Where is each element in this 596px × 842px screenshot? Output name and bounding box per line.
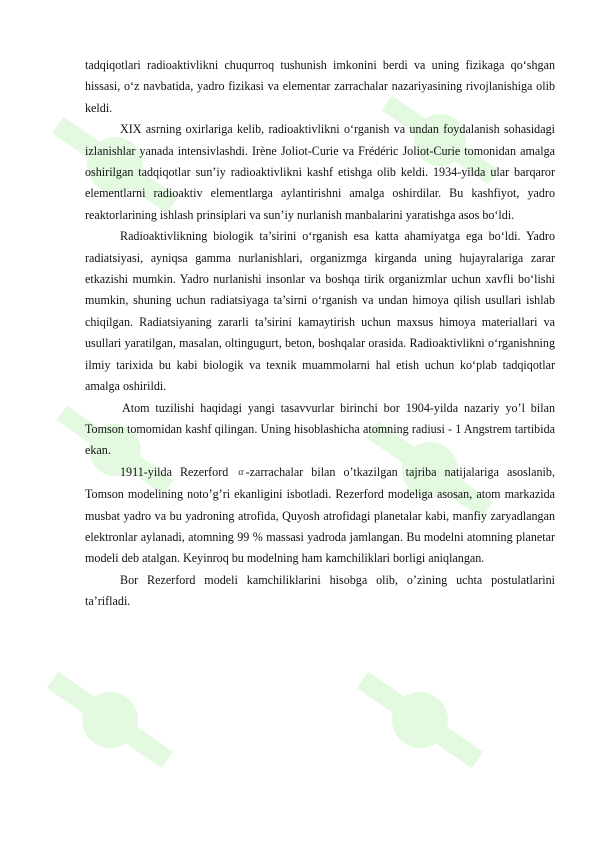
paragraph-rutherford-model bbox=[85, 462, 555, 570]
rutherford-text-rest: -zarrachalar bilan o’tkazilgan tajriba natijalariga asoslanib, Tomson modelining noto’g’ri ekanligini isbotladi. Rezerford modeliga asosan, atom markazida musbat yadro va bu yadroning atrofida, Quyosh atrofidagi planetalar kabi, manfiy zaryadlangan elektronlar aylanadi, atomning 99 % massasi yadroda jamlangan. Bu modelni atomning planetar modeli deb atalgan. Keyinroq bu modelning ham kamchiliklari borligi aniqlangan. bbox=[85, 464, 555, 566]
paragraph-artificial-radioactivity: XIX asrning oxirlariga kelib, radioaktivlikni o‘rganish va undan foydalanish sohasidagi izlanishlar yanada intensivlashdi. Irène Joliot-Curie va Frédéric Joliot-Curie tomonidan amalga oshirilgan tadqiqotlar sun’iy radioaktivlikni kashf etishga olib keldi. 1934-yilda ular barqaror elementlarni radioaktiv elementlarga aylantirishni amalga oshirdilar. Bu kashfiyot, yadro reaktorlarining ishlash prinsiplari va sun’iy nurlanish manbalarini yaratishga asos bo‘ldi. bbox=[85, 122, 555, 222]
paragraph-bohr-postulates: Bor Rezerford modeli kamchiliklarini hisobga olib, o’zining uchta postulatlarini ta’rifladi. bbox=[85, 572, 555, 609]
watermark-mark-5 bbox=[37, 657, 184, 783]
paragraph-thomson-model: Atom tuzilishi haqidagi yangi tasavvurlar birinchi bor 1904-yilda nazariy yo’l bilan Tomson tomomidan kashf qilingan. Uning hisoblashicha atomning radiusi - 1 Angstrem tartibida ekan. bbox=[85, 400, 555, 458]
paragraph-biological-effects: Radioaktivlikning biologik ta’sirini o‘rganish esa katta ahamiyatga ega bo‘ldi. Yadro radiatsiyasi, ayniqsa gamma nurlanishlari, organizmga kirganda uning hujayralariga zarar etkazishi mumkin. Yadro nurlanishi insonlar va boshqa tirik organizmlar uchun xavfli bo‘lishi mumkin, shuning uchun radiatsiyaga ta’sirni o‘rganish va undan himoya qilish usullari ishlab chiqilgan. Radiatsiyaning zararli ta’sirini kamaytirish uchun maxsus himoya materiallari va usullari yaratilgan, masalan, oltingugurt, beton, boshqalar orasida. Radioaktivlikni o‘rganishning ilmiy tarixida bu kabi biologik va texnik muammolarni hal etish uchun ko‘plab tadqiqotlar amalga oshirildi. bbox=[85, 229, 555, 394]
alpha-symbol: α bbox=[238, 466, 244, 478]
document-page bbox=[85, 55, 555, 613]
paragraph-continuation: tadqiqotlari radioaktivlikni chuqurroq tushunish imkonini berdi va uning fizikaga qo‘shgan hissasi, o‘z navbatida, yadro fizikasi va elementar zarrachalar nazariyasining rivojlanishiga olib keldi. bbox=[85, 58, 555, 115]
watermark-mark-6 bbox=[347, 657, 494, 783]
rutherford-text-start: 1911-yilda Rezerford bbox=[120, 464, 237, 479]
